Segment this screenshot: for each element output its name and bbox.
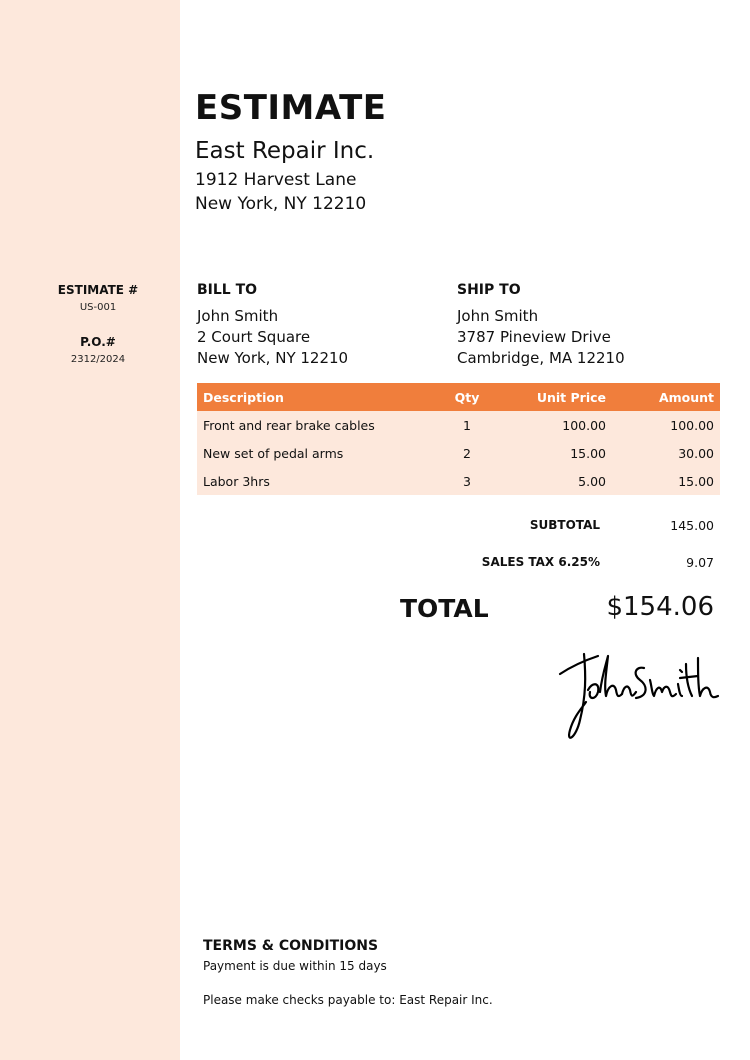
subtotal-label: SUBTOTAL bbox=[529, 518, 600, 532]
item-unit-price: 15.00 bbox=[497, 439, 612, 467]
item-description: Front and rear brake cables bbox=[197, 411, 437, 439]
ship-to-line2: Cambridge, MA 12210 bbox=[457, 349, 625, 367]
signature bbox=[552, 646, 720, 746]
bill-to-name: John Smith bbox=[197, 307, 279, 325]
item-unit-price: 5.00 bbox=[497, 467, 612, 495]
sidebar bbox=[0, 0, 180, 1060]
company-name: East Repair Inc. bbox=[195, 138, 375, 164]
terms-heading: TERMS & CONDITIONS bbox=[203, 938, 379, 954]
ship-to-heading: SHIP TO bbox=[457, 282, 521, 298]
item-unit-price: 100.00 bbox=[497, 411, 612, 439]
sales-tax-label: SALES TAX 6.25% bbox=[481, 555, 600, 569]
bill-to-line1: 2 Court Square bbox=[197, 328, 311, 346]
item-amount: 30.00 bbox=[612, 439, 720, 467]
table-row bbox=[197, 411, 720, 439]
column-header-amount: Amount bbox=[612, 383, 720, 411]
po-number-label: P.O.# bbox=[80, 335, 116, 349]
bill-to-line2: New York, NY 12210 bbox=[197, 349, 349, 367]
document-title: ESTIMATE bbox=[195, 88, 387, 128]
sales-tax-value: 9.07 bbox=[686, 555, 714, 570]
terms-line1: Payment is due within 15 days bbox=[203, 959, 387, 973]
subtotal-value: 145.00 bbox=[670, 518, 714, 533]
item-description: Labor 3hrs bbox=[197, 467, 437, 495]
item-qty: 2 bbox=[437, 439, 497, 467]
terms-line2: Please make checks payable to: East Repair Inc. bbox=[203, 993, 493, 1007]
ship-to-name: John Smith bbox=[457, 307, 539, 325]
item-amount: 15.00 bbox=[612, 467, 720, 495]
column-header-unit-price: Unit Price bbox=[497, 383, 612, 411]
total-label: TOTAL bbox=[400, 594, 489, 623]
total-value: $154.06 bbox=[606, 592, 714, 622]
item-qty: 1 bbox=[437, 411, 497, 439]
table-row bbox=[197, 439, 720, 467]
table-row bbox=[197, 467, 720, 495]
item-description: New set of pedal arms bbox=[197, 439, 437, 467]
ship-to-line1: 3787 Pineview Drive bbox=[457, 328, 611, 346]
estimate-number-value: US-001 bbox=[79, 302, 117, 313]
table-header-row bbox=[197, 383, 720, 411]
po-number-block bbox=[0, 335, 196, 365]
estimate-number-block bbox=[0, 283, 196, 313]
company-address-line1: 1912 Harvest Lane bbox=[195, 170, 357, 190]
item-qty: 3 bbox=[437, 467, 497, 495]
po-number-value: 2312/2024 bbox=[70, 354, 126, 365]
ship-to-block bbox=[457, 282, 625, 369]
estimate-number-label: ESTIMATE # bbox=[57, 283, 139, 297]
bill-to-block bbox=[197, 282, 348, 369]
line-items-table bbox=[197, 383, 720, 495]
column-header-description: Description bbox=[197, 383, 437, 411]
bill-to-heading: BILL TO bbox=[197, 282, 258, 298]
column-header-qty: Qty bbox=[437, 383, 497, 411]
item-amount: 100.00 bbox=[612, 411, 720, 439]
company-address-line2: New York, NY 12210 bbox=[195, 194, 367, 214]
